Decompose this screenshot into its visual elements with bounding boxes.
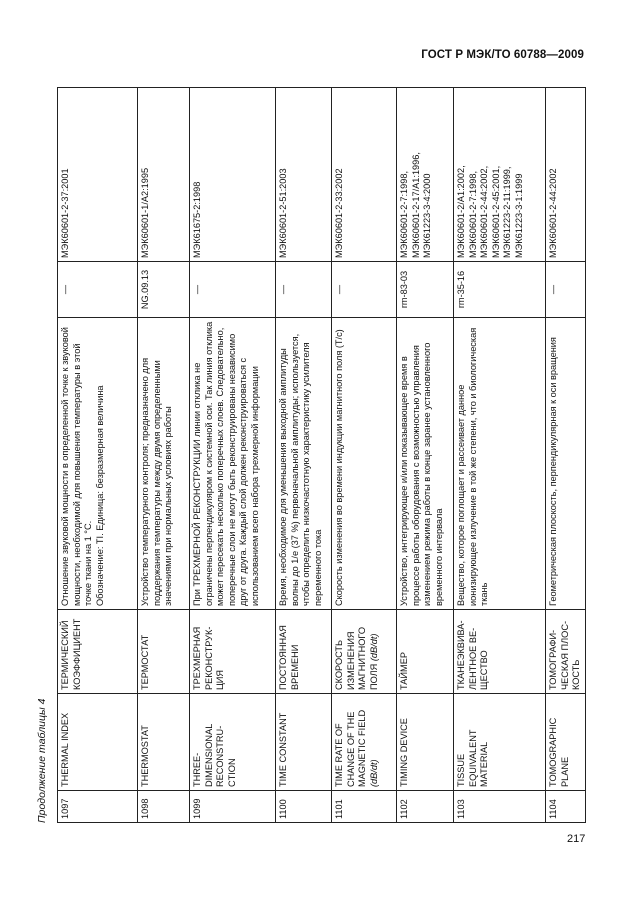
term-english: TISSUE EQUIVALENT MATERIAL xyxy=(454,694,546,791)
term-code: rm-35-16 xyxy=(454,262,546,318)
table-row xyxy=(332,88,397,823)
term-definition xyxy=(58,318,138,610)
term-english-text: TIME RATE OF CHANGE OF THE MAGNETIC FIELD xyxy=(334,709,368,787)
term-reference: МЭК60601-2/А1:2002, МЭК60601-2-7:1998, МЭК60601-2-44:2002, МЭК60601-2-45:2001, МЭК61223-2-11:1999, МЭК61223-3-1:1999 xyxy=(454,88,546,262)
terms-table xyxy=(57,88,580,823)
term-russian xyxy=(190,610,276,694)
page-number: 217 xyxy=(567,833,586,845)
term-number: 1102 xyxy=(397,791,454,823)
term-reference: МЭК61675-2:1998 xyxy=(190,88,276,262)
term-english: THERMAL INDEX xyxy=(58,694,138,791)
table-row xyxy=(397,88,454,823)
term-number: 1101 xyxy=(332,791,397,823)
term-reference: МЭК60601-2-37:2001 xyxy=(58,88,138,262)
term-definition: Устройство температурного контроля; предназначено для поддержания температуры между двумя определенными значениями при нормальных условиях работы xyxy=(138,318,190,610)
term-russian-display: ТКАНЕЭКВИВА- ЛЕНТНОЕ ВЕ- ЩЕСТВО xyxy=(456,620,490,690)
term-number: 1098 xyxy=(138,791,190,823)
term-english-symbol: (dB/dt) xyxy=(368,759,379,787)
term-russian-text: СКОРОСТЬ ИЗМЕНЕНИЯ МАГНИТНОГО ПОЛЯ xyxy=(334,627,379,690)
term-english: THERMOSTAT xyxy=(138,694,190,791)
table-row xyxy=(454,88,546,823)
term-russian: ПОСТОЯННАЯ ВРЕМЕНИ xyxy=(276,610,332,694)
term-code: rm-83-03 xyxy=(397,262,454,318)
term-russian xyxy=(546,610,586,694)
term-reference: МЭК60601-2-51:2003 xyxy=(276,88,332,262)
term-number: 1097 xyxy=(58,791,138,823)
term-russian: ТЕРМОСТАТ xyxy=(138,610,190,694)
term-english: TIMING DEVICE xyxy=(397,694,454,791)
term-russian xyxy=(454,610,546,694)
table-row xyxy=(190,88,276,823)
term-code: — xyxy=(332,262,397,318)
term-reference: МЭК60601-2-44:2002 xyxy=(546,88,586,262)
term-number: 1104 xyxy=(546,791,586,823)
term-definition: Скорость изменения во времени индукции магнитного поля (Т/с) xyxy=(332,318,397,610)
term-number: 1103 xyxy=(454,791,546,823)
term-english: TOMOGRAPHIC PLANE xyxy=(546,694,586,791)
term-english xyxy=(332,694,397,791)
term-definition: Время, необходимое для уменьшения выходной амплитуды волны до 1/e (37 %) первоначальной амплитуды; используется, чтобы определить низкочастотную характеристику усилителя переменного тока xyxy=(276,318,332,610)
term-reference: МЭК60601-2-7:1998, МЭК60601-2-17/А1:1996, МЭК61223-3-4:2000 xyxy=(397,88,454,262)
term-reference: МЭК60601-2-33:2002 xyxy=(332,88,397,262)
term-definition: Геометрическая плоскость, перпендикулярная к оси вращения xyxy=(546,318,586,610)
term-code: NG.09.13 xyxy=(138,262,190,318)
term-number: 1099 xyxy=(190,791,276,823)
term-english: TIME CONSTANT xyxy=(276,694,332,791)
term-russian: ТАЙМЕР xyxy=(397,610,454,694)
term-number: 1100 xyxy=(276,791,332,823)
term-russian-display: ТРЕХМЕРНАЯ РЕКОНСТРУК- ЦИЯ xyxy=(192,626,226,690)
term-reference: МЭК60601-1/А2:1995 xyxy=(138,88,190,262)
table-row xyxy=(546,88,586,823)
table-row xyxy=(276,88,332,823)
term-english-display: THREE- DIMENSIONAL RECONSTRU- CTION xyxy=(192,723,237,787)
term-definition: Устройство, интегрирующее и/или показывающее время в процессе работы оборудования с возможностью управления изменением режима работы в конце заранее установленного временного интервала xyxy=(397,318,454,610)
standard-header: ГОСТ Р МЭК/ТО 60788—2009 xyxy=(421,49,584,61)
term-code: — xyxy=(190,262,276,318)
definition-note: Обозначение: TI. Единица: безразмерная величина xyxy=(94,385,105,606)
term-code: — xyxy=(276,262,332,318)
term-code: — xyxy=(546,262,586,318)
term-code: — xyxy=(58,262,138,318)
table-row xyxy=(58,88,138,823)
definition-text: Отношение звуковой мощности в определенной точке к звуковой мощности, необходимой для повышения температуры в этой точке ткани на 1 °С. xyxy=(60,327,94,606)
term-russian xyxy=(332,610,397,694)
term-english xyxy=(190,694,276,791)
term-definition: При ТРЕХМЕРНОЙ РЕКОНСТРУКЦИИ линии отклика не ограничены перпендикуляром к системной оси. Так линия отклика может пересекать несколько поперечных слоев. Следовательно, поперечные слои не могут быть реконструированы независимо друг от друга. Каждый слой должен реконструироваться с использованием всего набора трехмерной информации xyxy=(190,318,276,610)
term-russian-symbol: (dB/dt) xyxy=(368,633,379,662)
term-definition: Вещество, которое поглощает и рассеивает данное ионизирующее излучение в той же степени, что и биологическая ткань xyxy=(454,318,546,610)
term-russian: ТЕРМИЧЕСКИЙ КОЭФФИЦИЕНТ xyxy=(58,610,138,694)
table-row xyxy=(138,88,190,823)
term-russian-display: ТОМОГРАФИ- ЧЕСКАЯ ПЛОС- КОСТЬ xyxy=(548,620,582,690)
table-continuation-label: Продолжение таблицы 4 xyxy=(36,698,48,823)
